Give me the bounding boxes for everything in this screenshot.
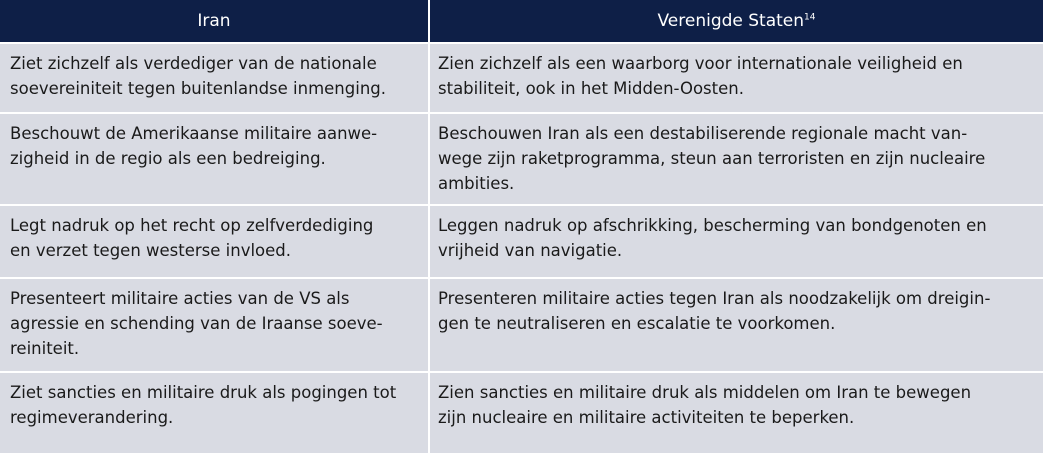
cell-text: Ziet zichzelf als verdediger van de nationale soevereiniteit tegen buitenlandse inmenging. (10, 54, 386, 98)
cell-us (429, 43, 1043, 113)
cell-text: Leggen nadruk op afschrikking, bescherming van bondgenoten en vrijheid van navigatie. (438, 216, 987, 260)
header-iran-label: Iran (197, 11, 231, 31)
cell-us (429, 278, 1043, 372)
table-row (0, 43, 1043, 113)
cell-iran (0, 113, 429, 205)
cell-text: Presenteren militaire acties tegen Iran als noodzakelijk om dreigin- gen te neutraliseren en escalatie te voorkomen. (438, 289, 991, 333)
cell-text: Zien zichzelf als een waarborg voor internationale veiligheid en stabiliteit, ook in het Midden-Oosten. (438, 54, 963, 98)
header-us (429, 0, 1043, 43)
cell-us (429, 372, 1043, 453)
cell-us (429, 205, 1043, 278)
cell-text: Beschouwt de Amerikaanse militaire aanwe- zigheid in de regio als een bedreiging. (10, 124, 378, 168)
cell-text: Beschouwen Iran als een destabiliserende regionale macht van- wege zijn raketprogramma, steun aan terroristen en zijn nucleaire ambities. (438, 124, 986, 193)
cell-iran (0, 372, 429, 453)
table-header (0, 0, 1043, 43)
header-us-label: Verenigde Staten (657, 11, 805, 31)
cell-text: Presenteert militaire acties van de VS als agressie en schending van de Iraanse soeve- reiniteit. (10, 289, 383, 358)
cell-text: Ziet sancties en militaire druk als pogingen tot regimeverandering. (10, 383, 397, 427)
cell-iran (0, 278, 429, 372)
table-row (0, 205, 1043, 278)
table-row (0, 372, 1043, 453)
cell-text: Zien sancties en militaire druk als middelen om Iran te bewegen zijn nucleaire en militaire activiteiten te beperken. (438, 383, 972, 427)
cell-iran (0, 43, 429, 113)
table-row (0, 278, 1043, 372)
table-row (0, 113, 1043, 205)
cell-us (429, 113, 1043, 205)
footnote-marker: 14 (804, 12, 816, 23)
cell-iran (0, 205, 429, 278)
header-iran (0, 0, 429, 43)
cell-text: Legt nadruk op het recht op zelfverdediging en verzet tegen westerse invloed. (10, 216, 374, 260)
